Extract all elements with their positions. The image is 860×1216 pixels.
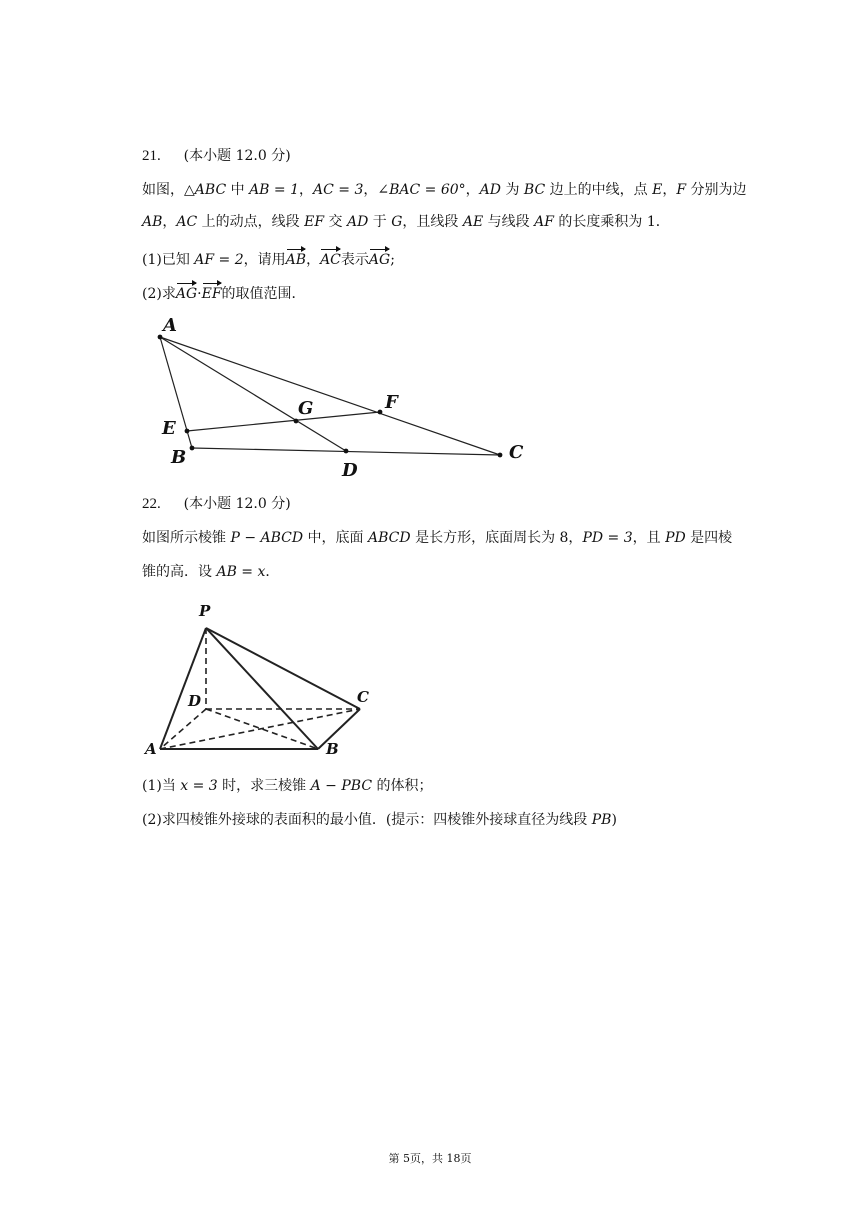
text: ， — [299, 182, 313, 198]
q22-score: (本小题 12.0 分) — [183, 496, 291, 512]
vector-ag: AG — [369, 246, 390, 270]
label-f: F — [385, 392, 398, 413]
text: 如图， — [142, 182, 184, 198]
text: 如图所示棱锥 — [142, 530, 231, 546]
q21-number: 21. — [142, 148, 161, 164]
label-d: D — [188, 692, 202, 710]
math: E — [652, 182, 663, 198]
label-g: G — [298, 398, 314, 419]
text: 与线段 — [483, 214, 535, 230]
math: AC = 3 — [313, 182, 364, 198]
text: ， — [465, 182, 480, 198]
edge-pb — [206, 628, 318, 749]
math: AD — [479, 182, 502, 198]
q22-number: 22. — [142, 496, 161, 512]
label-b: B — [171, 447, 187, 468]
text: (2)求四棱锥外接球的表面积的最小值．(提示：四棱锥外接球直径为线段 — [142, 812, 592, 828]
text: ， — [363, 182, 378, 198]
text: 于 — [368, 214, 392, 230]
text: ; — [390, 252, 395, 268]
text: 锥的高．设 — [142, 564, 217, 580]
text: (1)已知 — [142, 252, 195, 268]
text: 时，求三棱锥 — [217, 778, 311, 794]
math: AF — [534, 214, 554, 230]
math: PD = 3 — [582, 530, 633, 546]
label-a: A — [163, 315, 177, 336]
dot-symbol: · — [197, 286, 202, 302]
math: G — [391, 214, 403, 230]
text: ． — [265, 564, 280, 580]
label-a: A — [145, 740, 157, 758]
label-b: B — [326, 740, 339, 758]
label-p: P — [199, 602, 211, 620]
text: 中 — [226, 182, 250, 198]
math: AB — [142, 214, 163, 230]
math: PD — [665, 530, 686, 546]
math: PB — [591, 812, 612, 828]
text: 边上的中线，点 — [545, 182, 653, 198]
label-c: C — [357, 688, 369, 706]
math: AD — [346, 214, 369, 230]
text: ，请用 — [243, 252, 286, 268]
label-c: C — [509, 442, 524, 463]
text: 的取值范围． — [221, 286, 306, 302]
text: 中，底面 — [303, 530, 369, 546]
vector-ag: AG — [176, 280, 197, 304]
edge-bc — [318, 709, 360, 749]
math: AB = 1 — [249, 182, 299, 198]
text: 交 — [324, 214, 347, 230]
text: (2)求 — [142, 286, 176, 302]
math: F — [676, 182, 687, 198]
math: ABC — [194, 182, 227, 198]
page-footer: 第 5页，共 18页 — [388, 1152, 472, 1165]
text: 上的动点，线段 — [197, 214, 305, 230]
math: BC — [523, 182, 546, 198]
q21-score: (本小题 12.0 分) — [183, 148, 291, 164]
text: 是四棱 — [685, 530, 733, 546]
text: ， — [306, 252, 321, 268]
vector-ef: EF — [202, 280, 222, 304]
text: ， — [162, 214, 177, 230]
math: P − ABCD — [230, 530, 304, 546]
text: (1)当 — [142, 778, 181, 794]
text: ) — [611, 812, 617, 828]
edge-pa — [160, 628, 206, 749]
text: 分别为边 — [686, 182, 747, 198]
math: AF = 2 — [194, 252, 244, 268]
text: ，且线段 — [402, 214, 463, 230]
text: 的体积； — [372, 778, 433, 794]
label-e: E — [162, 418, 176, 439]
vector-ac: AC — [320, 246, 341, 270]
text: 为 — [501, 182, 524, 198]
q22-part-1 — [142, 776, 433, 796]
text: 的长度乘积为 1． — [553, 214, 670, 230]
triangle-symbol: △ — [184, 182, 195, 198]
text: 表示 — [340, 252, 369, 268]
vector-ab: AB — [286, 246, 306, 270]
edge-pc — [206, 628, 360, 709]
math: AE — [462, 214, 484, 230]
label-d: D — [342, 460, 358, 481]
math: x = 3 — [180, 778, 218, 794]
q22-part-2 — [142, 810, 617, 830]
math: EF — [304, 214, 325, 230]
math: AB = x — [216, 564, 266, 580]
text: 是长方形，底面周长为 8， — [410, 530, 583, 546]
text: ， — [662, 182, 677, 198]
math: ∠BAC = 60° — [377, 182, 466, 198]
math: A − PBC — [310, 778, 373, 794]
math: ABCD — [368, 530, 411, 546]
math: AC — [176, 214, 198, 230]
text: ，且 — [632, 530, 666, 546]
